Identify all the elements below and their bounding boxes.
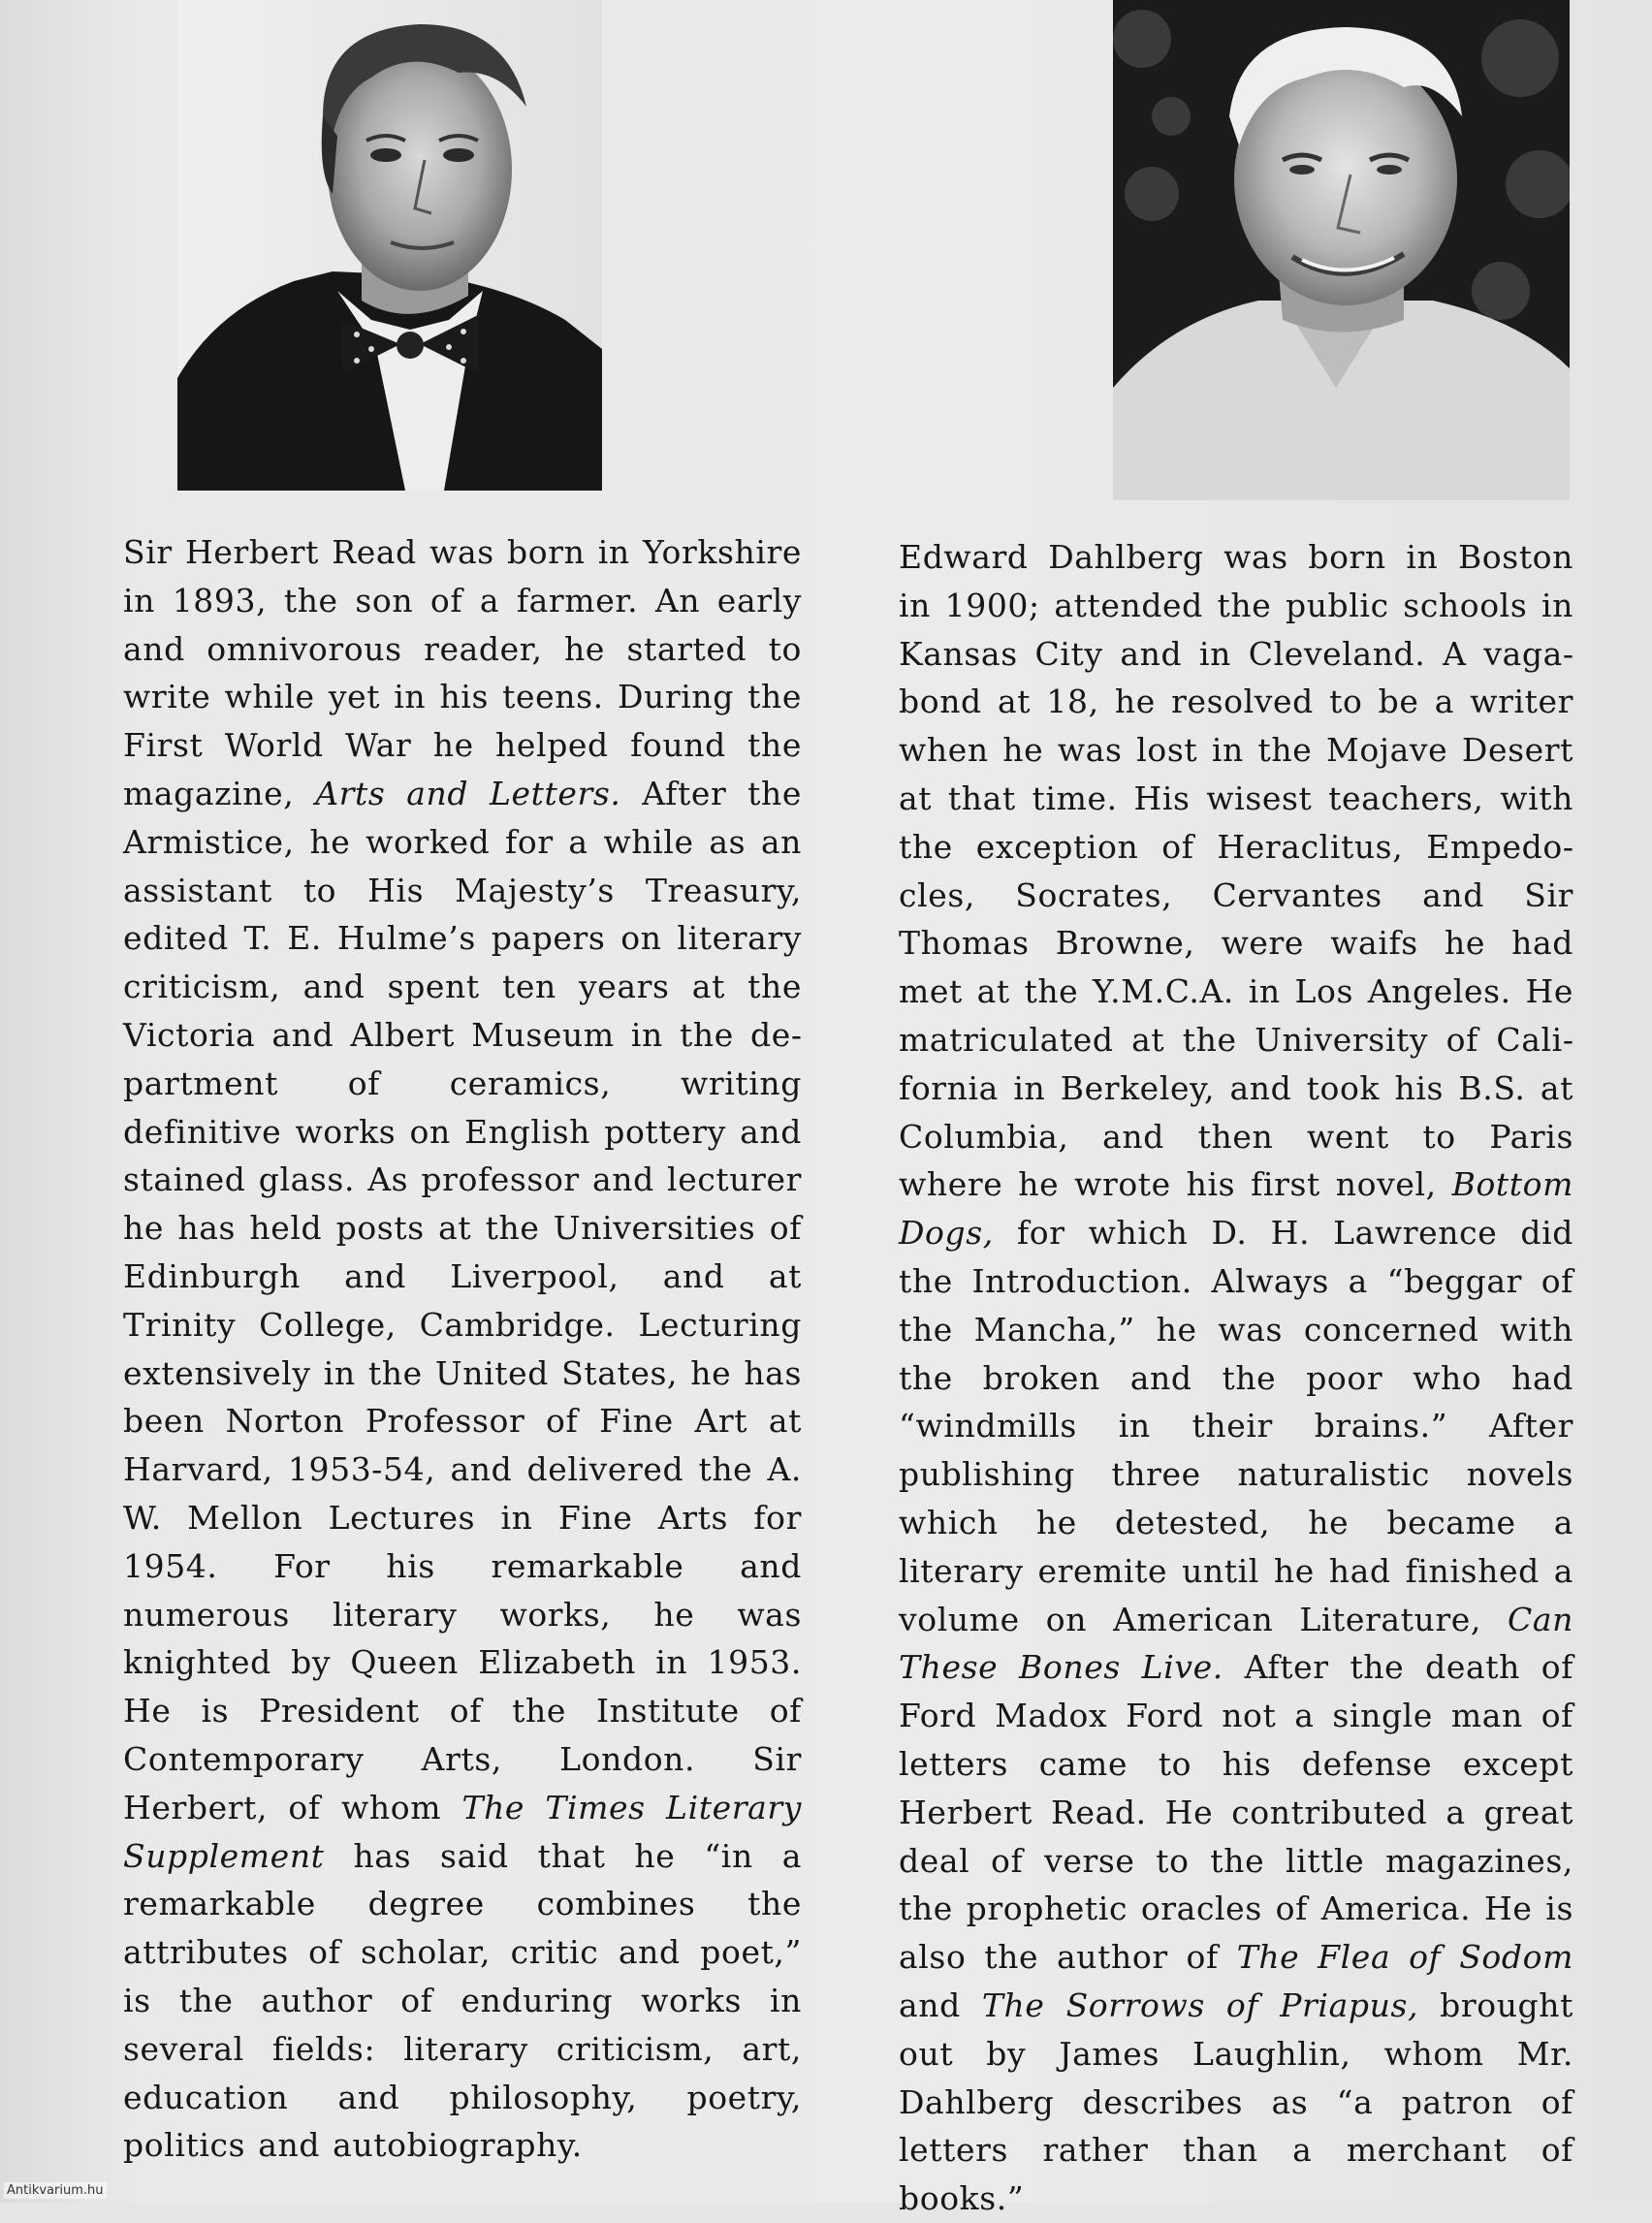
bio-edward-dahlberg-text: Edward Dahlberg was born in Boston in 1900; attended the public schools in Kansas City and in Cleveland. A vagabond at 18, he resolved to be a writer when he was lost in the Mojave Desert at that time. His wisest teachers, with the exception of Heraclitus, Empedocles, Socrates, Cervantes and Sir Thomas Browne, were waifs he had met at the Y.M.C.A. in Los Angeles. He matriculated at the University of California in Berkeley, and took his B.S. at Columbia, and then went to Paris where he wrote his first novel, Bottom Dogs, for which D. H. Lawrence did the Introduction. Always a “beggar of the Mancha,” he was concerned with the broken and the poor who had “windmills in their brains.” After publishing three naturalistic novels which he detested, he became a literary eremite until he had finished a volume on American Literature, Can These Bones Live. After the death of Ford Madox Ford not a single man of letters came to his defense except Herbert Read. He contributed a great deal of verse to the little magazines, the prophetic oracles of America. He is also the author of The Flea of Sodom and The Sorrows of Priapus, brought out by James Laughlin, whom Mr. Dahlberg describes as “a patron of letters rather than a merchant of books.” <box>899 538 1574 2218</box>
title-bottom-dogs: Bottom Dogs, <box>899 1165 1573 1253</box>
title-can-these-bones-live: Can These Bones Live. <box>899 1600 1573 1687</box>
title-flea-of-sodom: The Flea of Sodom <box>1236 1938 1573 1977</box>
bio-herbert-read <box>123 528 802 2170</box>
watermark-label: Antikvarium.hu <box>4 2182 107 2199</box>
bio-edward-dahlberg <box>899 533 1573 2223</box>
title-arts-and-letters: Arts and Letters. <box>315 774 621 812</box>
title-sorrows-of-priapus: The Sorrows of Priapus, <box>981 1985 1419 2024</box>
title-times-literary-supplement: The Times Literary Supplement <box>123 1788 802 1875</box>
bio-herbert-read-text: Sir Herbert Read was born in Yorkshire in 1893, the son of a farmer. An early and omnivorous reader, he started to write while yet in his teens. During the First World War he helped found the magazine, Arts and Letters. After the Armistice, he worked for a while as an assistant to His Majesty’s Treasury, edited T. E. Hulme’s papers on literary criticism, and spent ten years at the Victoria and Albert Museum in the department of ceramics, writing definitive works on English pottery and stained glass. As professor and lecturer he has held posts at the Universities of Edinburgh and Liverpool, and at Trinity College, Cambridge. Lecturing extensively in the United States, he has been Norton Professor of Fine Art at Harvard, 1953-54, and delivered the A. W. Mellon Lectures in Fine Arts for 1954. For his remarkable and numerous literary works, he was knighted by Queen Elizabeth in 1953. He is President of the Institute of Contemporary Arts, London. Sir Herbert, of whom The Times Literary Supplement has said that he “in a remarkable degree combines the attributes of scholar, critic and poet,” is the author of enduring works in several fields: literary criticism, art, education and philosophy, poetry, politics and autobiography. <box>123 533 803 2165</box>
portrait-edward-dahlberg <box>1113 0 1570 500</box>
portrait-herbert-read <box>177 0 602 491</box>
